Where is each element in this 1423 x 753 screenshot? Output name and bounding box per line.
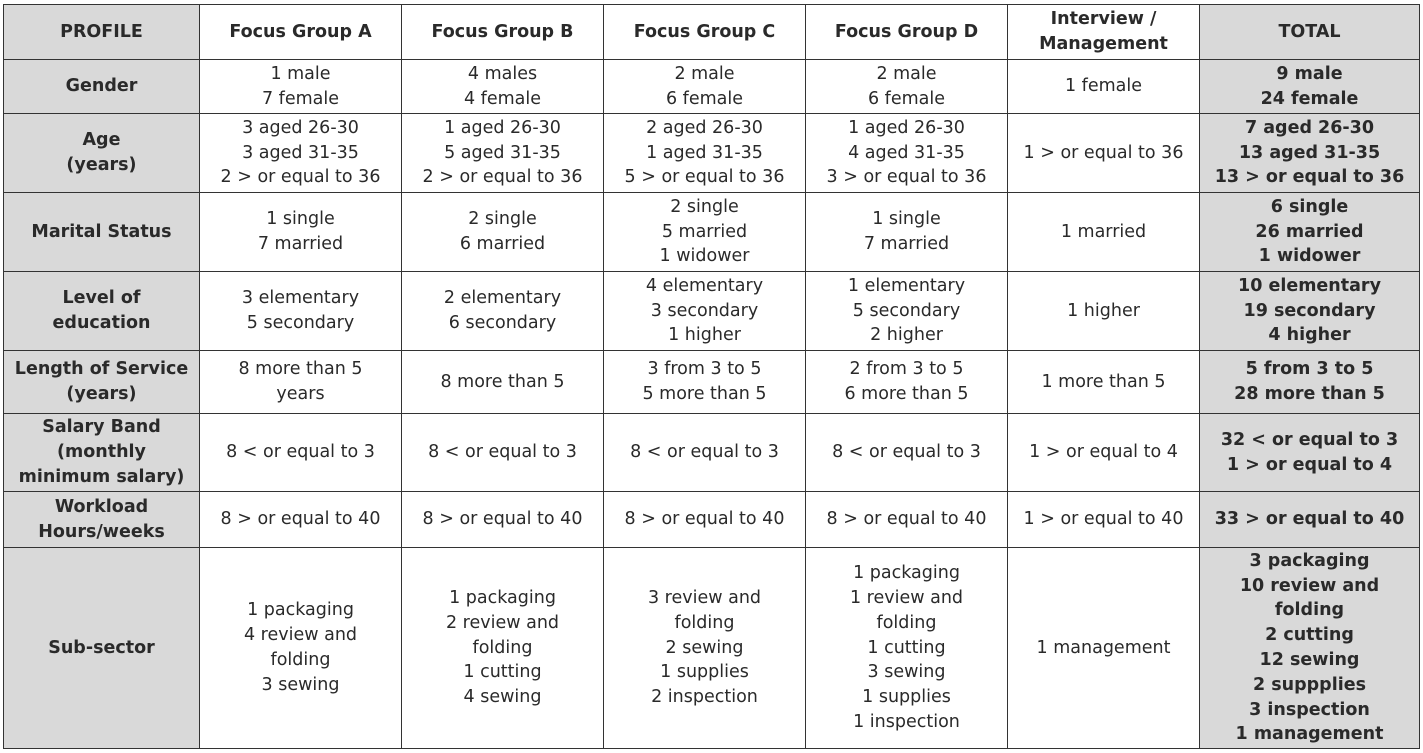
- cell-focus-group-a: 1 single 7 married: [200, 193, 402, 272]
- profile-table: [3, 4, 1420, 749]
- cell-focus-group-a: 1 male 7 female: [200, 60, 402, 114]
- cell-interview-management: 1 > or equal to 40: [1008, 492, 1200, 548]
- header-row: [4, 5, 1420, 60]
- cell-focus-group-d: 1 aged 26-30 4 aged 31-35 3 > or equal to 36: [806, 114, 1008, 193]
- header-focus-group-a: Focus Group A: [200, 5, 402, 60]
- cell-focus-group-d: 2 from 3 to 5 6 more than 5: [806, 351, 1008, 414]
- row-level-of-education: [4, 272, 1420, 351]
- cell-focus-group-a: 8 > or equal to 40: [200, 492, 402, 548]
- row-label: Sub-sector: [4, 548, 200, 749]
- row-label: Marital Status: [4, 193, 200, 272]
- cell-focus-group-c: 2 male 6 female: [604, 60, 806, 114]
- row-label: Workload Hours/weeks: [4, 492, 200, 548]
- cell-interview-management: 1 management: [1008, 548, 1200, 749]
- cell-focus-group-d: 8 < or equal to 3: [806, 414, 1008, 492]
- cell-focus-group-b: 2 elementary 6 secondary: [402, 272, 604, 351]
- row-label: Length of Service (years): [4, 351, 200, 414]
- cell-focus-group-a: 1 packaging 4 review and folding 3 sewing: [200, 548, 402, 749]
- cell-focus-group-c: 3 review and folding 2 sewing 1 supplies 2 inspection: [604, 548, 806, 749]
- cell-total: 5 from 3 to 5 28 more than 5: [1200, 351, 1420, 414]
- cell-focus-group-c: 8 < or equal to 3: [604, 414, 806, 492]
- cell-total: 9 male 24 female: [1200, 60, 1420, 114]
- cell-focus-group-d: 1 packaging 1 review and folding 1 cutting 3 sewing 1 supplies 1 inspection: [806, 548, 1008, 749]
- cell-total: 10 elementary 19 secondary 4 higher: [1200, 272, 1420, 351]
- header-focus-group-d: Focus Group D: [806, 5, 1008, 60]
- cell-focus-group-c: 2 single 5 married 1 widower: [604, 193, 806, 272]
- cell-focus-group-a: 8 < or equal to 3: [200, 414, 402, 492]
- cell-focus-group-b: 8 < or equal to 3: [402, 414, 604, 492]
- cell-focus-group-c: 3 from 3 to 5 5 more than 5: [604, 351, 806, 414]
- cell-focus-group-b: 8 > or equal to 40: [402, 492, 604, 548]
- cell-focus-group-c: 2 aged 26-30 1 aged 31-35 5 > or equal to 36: [604, 114, 806, 193]
- cell-focus-group-d: 2 male 6 female: [806, 60, 1008, 114]
- row-label: Salary Band (monthly minimum salary): [4, 414, 200, 492]
- cell-focus-group-b: 8 more than 5: [402, 351, 604, 414]
- cell-focus-group-b: 1 aged 26-30 5 aged 31-35 2 > or equal to 36: [402, 114, 604, 193]
- cell-interview-management: 1 more than 5: [1008, 351, 1200, 414]
- cell-focus-group-c: 4 elementary 3 secondary 1 higher: [604, 272, 806, 351]
- row-age: [4, 114, 1420, 193]
- cell-focus-group-a: 3 aged 26-30 3 aged 31-35 2 > or equal to 36: [200, 114, 402, 193]
- header-interview-management: Interview / Management: [1008, 5, 1200, 60]
- cell-focus-group-b: 2 single 6 married: [402, 193, 604, 272]
- header-profile: PROFILE: [4, 5, 200, 60]
- cell-total: 7 aged 26-30 13 aged 31-35 13 > or equal to 36: [1200, 114, 1420, 193]
- cell-focus-group-a: 8 more than 5 years: [200, 351, 402, 414]
- cell-focus-group-a: 3 elementary 5 secondary: [200, 272, 402, 351]
- header-focus-group-c: Focus Group C: [604, 5, 806, 60]
- cell-focus-group-d: 1 elementary 5 secondary 2 higher: [806, 272, 1008, 351]
- header-focus-group-b: Focus Group B: [402, 5, 604, 60]
- cell-interview-management: 1 > or equal to 4: [1008, 414, 1200, 492]
- cell-total: 3 packaging 10 review and folding 2 cutting 12 sewing 2 suppplies 3 inspection 1 management: [1200, 548, 1420, 749]
- cell-interview-management: 1 > or equal to 36: [1008, 114, 1200, 193]
- row-label: Gender: [4, 60, 200, 114]
- cell-interview-management: 1 female: [1008, 60, 1200, 114]
- row-gender: [4, 60, 1420, 114]
- cell-focus-group-b: 4 males 4 female: [402, 60, 604, 114]
- row-marital-status: [4, 193, 1420, 272]
- row-length-of-service: [4, 351, 1420, 414]
- row-salary-band: [4, 414, 1420, 492]
- cell-total: 6 single 26 married 1 widower: [1200, 193, 1420, 272]
- cell-total: 32 < or equal to 3 1 > or equal to 4: [1200, 414, 1420, 492]
- cell-interview-management: 1 higher: [1008, 272, 1200, 351]
- cell-focus-group-d: 8 > or equal to 40: [806, 492, 1008, 548]
- cell-total: 33 > or equal to 40: [1200, 492, 1420, 548]
- row-label: Level of education: [4, 272, 200, 351]
- row-workload: [4, 492, 1420, 548]
- header-total: TOTAL: [1200, 5, 1420, 60]
- cell-focus-group-c: 8 > or equal to 40: [604, 492, 806, 548]
- row-label: Age (years): [4, 114, 200, 193]
- row-sub-sector: [4, 548, 1420, 749]
- cell-focus-group-d: 1 single 7 married: [806, 193, 1008, 272]
- cell-focus-group-b: 1 packaging 2 review and folding 1 cutting 4 sewing: [402, 548, 604, 749]
- cell-interview-management: 1 married: [1008, 193, 1200, 272]
